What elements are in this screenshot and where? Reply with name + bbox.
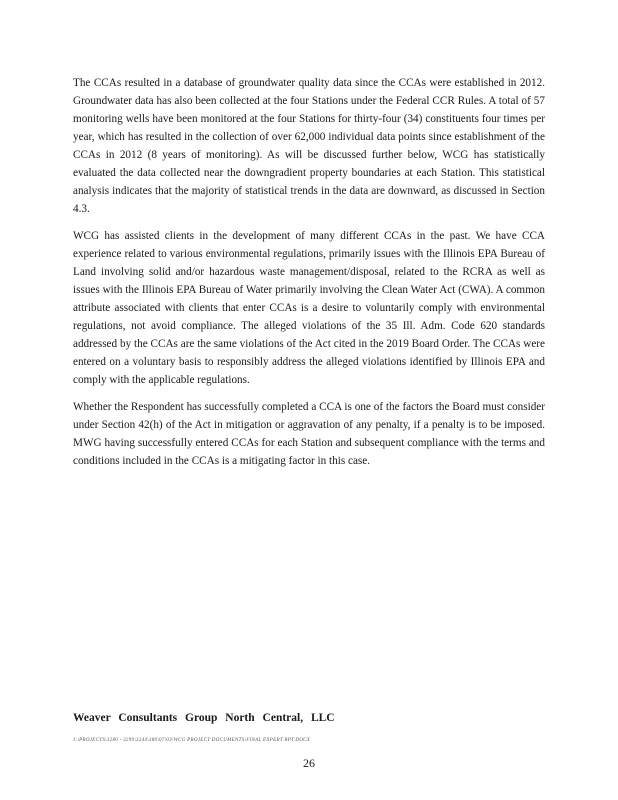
document-body <box>73 74 545 479</box>
footer-file-path: J:\PROJECTS\3280 - 3299\3244\380\07\03\WCG PROJECT DOCUMENTS\FINAL EXPERT RPT.DOCX <box>73 738 311 743</box>
paragraph-cca-experience: WCG has assisted clients in the development of many different CCAs in the past. We have CCA experience related to various environmental regulations, primarily issues with the Illinois EPA Bureau of Land involving solid and/or hazardous waste management/disposal, related to the RCRA as well as issues with the Illinois EPA Bureau of Water primarily involving the Clean Water Act (CWA). A common attribute associated with clients that enter CCAs is a desire to voluntarily comply with environmental regulations, not avoid compliance. The alleged violations of the 35 Ill. Adm. Code 620 standards addressed by the CCAs are the same violations of the Act cited in the 2019 Board Order. The CCAs were entered on a voluntary basis to responsibly address the alleged violations identified by Illinois EPA and comply with the applicable regulations. <box>73 230 545 386</box>
paragraph-database-summary: The CCAs resulted in a database of groundwater quality data since the CCAs were established in 2012. Groundwater data has also been collected at the four Stations under the Federal CCR Rules. A total of 57 monitoring wells have been monitored at the four Stations for thirty-four (34) constituents four times per year, which has resulted in the collection of over 62,000 individual data points since establishment of the CCAs in 2012 (8 years of monitoring). As will be discussed further below, WCG has statistically evaluated the data collected near the downgradient property boundaries at each Station. This statistical analysis indicates that the majority of statistical trends in the data are downward, as discussed in Section 4.3. <box>73 77 545 215</box>
page-number: 26 <box>303 756 315 770</box>
paragraph-mitigating-factor: Whether the Respondent has successfully completed a CCA is one of the factors the Board must consider under Section 42(h) of the Act in mitigation or aggravation of any penalty, if a penalty is to be imposed. MWG having successfully entered CCAs for each Station and subsequent compliance with the terms and conditions included in the CCAs is a mitigating factor in this case. <box>73 401 545 467</box>
footer-firm-name: Weaver Consultants Group North Central, LLC <box>73 712 335 724</box>
